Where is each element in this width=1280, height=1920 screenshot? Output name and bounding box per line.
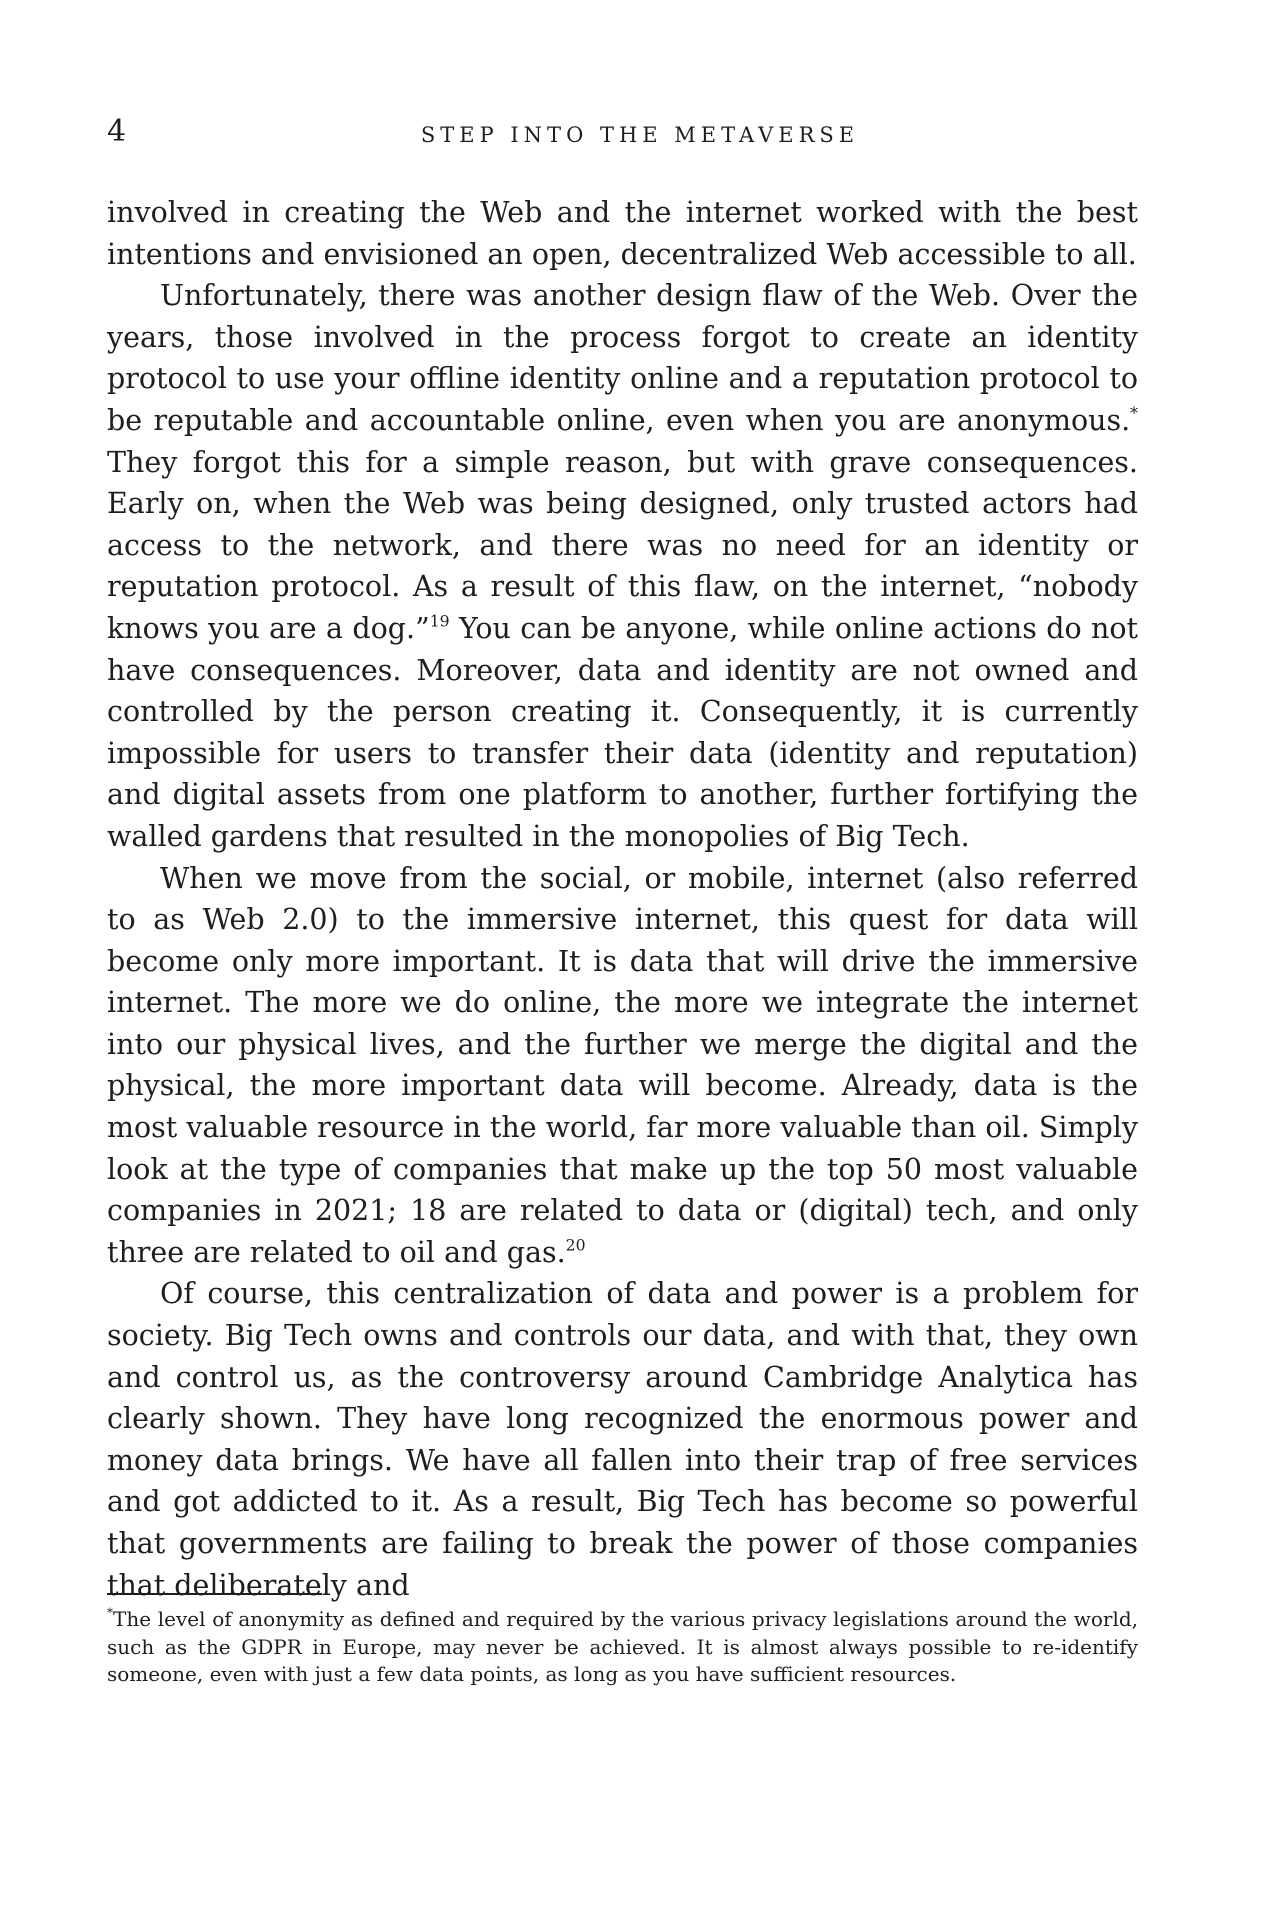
paragraph-2-text-a: Unfortunately, there was another design flaw of the Web. Over the years, those involved in the process forgot to create an identity protocol to use your offline identity online and a reputation protocol to be reputable and accountable online, even when you are anonymous. xyxy=(107,279,1138,437)
footnote-divider xyxy=(107,1593,322,1595)
paragraph-2-text-b: They forgot this for a simple reason, but with grave consequences. Early on, when the Web was being designed, only trusted actors had access to the network, and there was no need for an identity or reputation protocol. As a result of this flaw, on the internet, “nobody knows you are a dog.” xyxy=(107,445,1138,645)
body-text xyxy=(107,192,1138,1606)
endnote-reference-19: 19 xyxy=(429,611,450,631)
footnote-mark: * xyxy=(107,1605,113,1620)
paragraph-1: involved in creating the Web and the internet worked with the best intentions and envisioned an open, decentralized Web accessible to all. xyxy=(107,196,1138,271)
paragraph-2 xyxy=(107,275,1138,857)
footnote xyxy=(107,1606,1138,1689)
page-number: 4 xyxy=(107,114,127,149)
endnote-reference-20: 20 xyxy=(565,1235,586,1255)
footnote-marker: * xyxy=(1130,403,1138,423)
paragraph-3-text: When we move from the social, or mobile, internet (also referred to as Web 2.0) to the immersive internet, this quest for data will become only more important. It is data that will drive the immersive internet. The more we do online, the more we integrate the internet into our physical lives, and the further we merge the digital and the physical, the more important data will become. Already, data is the most valuable resource in the world, far more valuable than oil. Simply look at the type of companies that make up the top 50 most valuable companies in 2021; 18 are related to data or (digital) tech, and only three are related to oil and gas. xyxy=(107,861,1138,1269)
paragraph-4: Of course, this centralization of data and power is a problem for society. Big Tech owns and controls our data, and with that, they own and control us, as the controversy around Cambridge Analytica has clearly shown. They have long recognized the enormous power and money data brings. We have all fallen into their trap of free services and got addicted to it. As a result, Big Tech has become so powerful that governments are failing to break the power of those companies that deliberately and xyxy=(107,1277,1138,1602)
footnote-text: The level of anonymity as defined and required by the various privacy legislations around the world, such as the GDPR in Europe, may never be achieved. It is almost always possible to re-identify someone, even with just a few data points, as long as you have sufficient resources. xyxy=(107,1607,1138,1686)
paragraph-2-text-c: You can be anyone, while online actions do not have consequences. Moreover, data and identity are not owned and controlled by the person creating it. Consequently, it is currently impossible for users to transfer their data (identity and reputation) and digital assets from one platform to another, further fortifying the walled gardens that resulted in the monopolies of Big Tech. xyxy=(107,611,1139,853)
paragraph-3 xyxy=(107,858,1138,1274)
running-head: STEP INTO THE METAVERSE xyxy=(420,123,860,147)
